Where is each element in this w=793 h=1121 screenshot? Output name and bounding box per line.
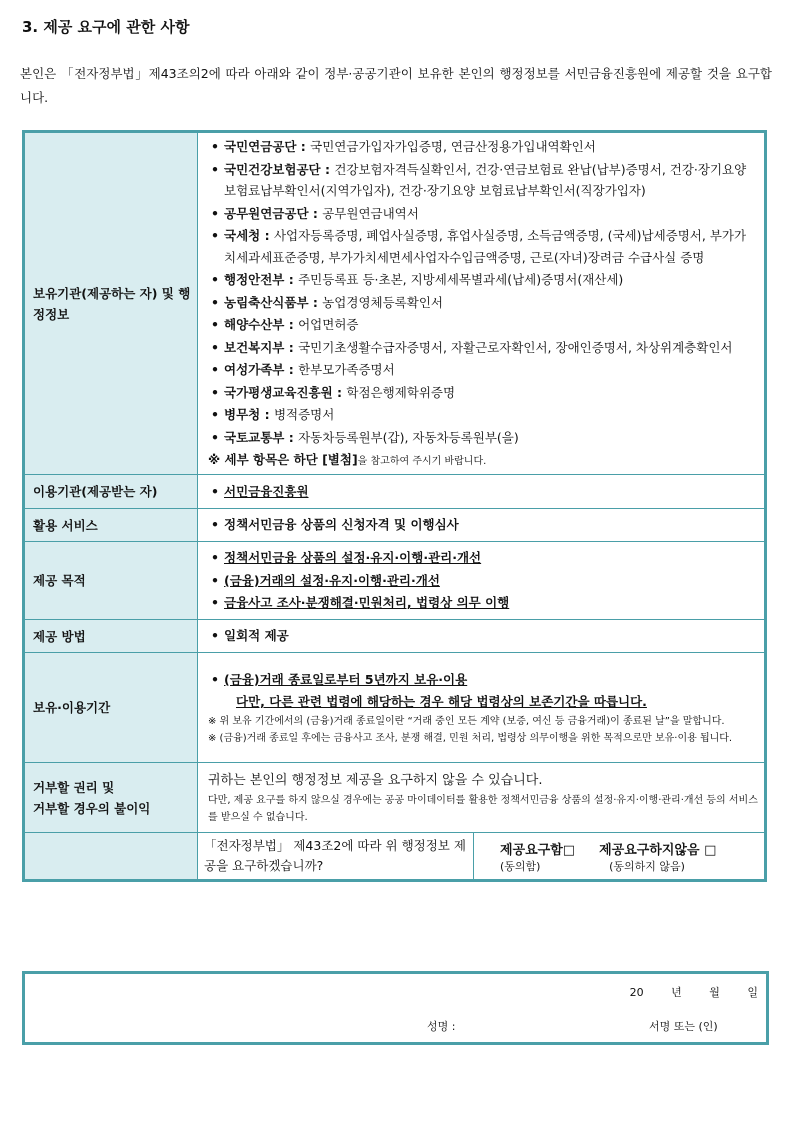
holder-docs: 국민기초생활수급자증명서, 자활근로자확인서, 장애인증명서, 차상위계층확인서 — [298, 339, 733, 355]
service-label: 활용 서비스 — [24, 509, 198, 542]
user-row — [24, 475, 766, 509]
holder-org: 행정안전부 — [224, 272, 285, 287]
holder-value — [198, 132, 766, 475]
date-month-unit: 월 — [709, 986, 720, 999]
consent-question: 「전자정부법」 제43조2에 따라 위 행정정보 제공을 요구하겠습니까? — [198, 833, 474, 879]
holder-org: 국가평생교육진흥원 — [224, 384, 333, 400]
signature-date — [606, 984, 758, 1000]
signature-field[interactable]: 서명 또는 (인) — [649, 1020, 718, 1033]
holder-docs: 자동차등록원부(갑), 자동차등록원부(을) — [298, 429, 519, 445]
holder-item: • 국토교통부 : 자동차등록원부(갑), 자동차등록원부(을) — [208, 427, 758, 449]
holder-list — [208, 136, 758, 448]
period-row — [24, 653, 766, 763]
holder-docs: 사업자등록증명, 폐업사실증명, 휴업사실증명, 소득금액증명, (국세)납세증명서, 부가가치세과세표준증명, 부가가치세면세사업자수입금액증명, 근로(자녀)장려금 수급사실 증명 — [224, 228, 747, 265]
date-year-unit: 년 — [671, 986, 682, 999]
period-main: • (금융)거래 종료일로부터 5년까지 보유·이용 — [208, 669, 758, 691]
holder-docs: 병적증명서 — [273, 407, 335, 422]
purpose-cell — [198, 542, 766, 620]
refusal-main: 귀하는 본인의 행정정보 제공을 요구하지 않을 수 있습니다. — [208, 772, 543, 788]
consent-yes-label[interactable]: 제공요구함□ — [500, 842, 576, 858]
name-field[interactable]: 성명 : — [427, 1020, 456, 1033]
method-value: • 일회적 제공 — [208, 625, 758, 647]
section-title: 3. 제공 요구에 관한 사항 — [22, 18, 190, 36]
holder-org: 병무청 — [224, 407, 261, 422]
consent-no-sub: (동의하지 않음) — [609, 859, 685, 873]
period-note2: ※ (금융)거래 종료일 후에는 금융사고 조사, 분쟁 해결, 민원 처리, 법령상 의무이행을 위한 목적으로만 보유·이용 됩니다. — [208, 733, 733, 745]
refusal-label-2: 거부할 경우의 불이익 — [33, 800, 151, 816]
holder-org: 국세청 — [224, 228, 261, 243]
method-row — [24, 620, 766, 653]
purpose-item: • 정책서민금융 상품의 설정·유지·이행·관리·개선 — [208, 547, 758, 569]
refusal-row — [24, 763, 766, 833]
consent-table — [22, 130, 767, 882]
service-row — [24, 509, 766, 542]
period-cell — [198, 653, 766, 763]
consent-row — [24, 833, 766, 881]
holder-note — [208, 450, 758, 472]
service-cell — [198, 509, 766, 542]
holder-label: 보유기관(제공하는 자) 및 행정정보 — [24, 132, 198, 475]
note-suffix: 을 참고하여 주시기 바랍니다. — [357, 456, 487, 467]
holder-item: • 병무청 : 병적증명서 — [208, 404, 758, 426]
refusal-label — [24, 763, 198, 833]
period-note1: ※ 위 보유 기간에서의 (금융)거래 종료일이란 “거래 중인 모든 계약 (보증, 여신 등 금융거래)이 종료된 날”을 말합니다. — [208, 716, 725, 728]
method-cell — [198, 620, 766, 653]
user-value — [208, 481, 758, 503]
holder-item: • 국가평생교육진흥원 : 학점은행제학위증명 — [208, 382, 758, 404]
consent-no-label[interactable]: 제공요구하지않음 □ — [599, 842, 717, 858]
holder-docs: 주민등록표 등·초본, 지방세세목별과세(납세)증명서(재산세) — [298, 272, 624, 287]
note-prefix: ※ 세부 항목은 하단 [별첨] — [208, 452, 358, 467]
holder-item: • 여성가족부 : 한부모가족증명서 — [208, 359, 758, 381]
signature-box — [22, 971, 769, 1045]
consent-cell — [198, 833, 766, 881]
holder-org: 해양수산부 — [224, 317, 285, 332]
user-label: 이용기관(제공받는 자) — [24, 475, 198, 509]
consent-yes[interactable] — [500, 839, 575, 874]
date-day-unit: 일 — [747, 986, 758, 999]
purpose-label: 제공 목적 — [24, 542, 198, 620]
holder-org: 보건복지부 — [224, 339, 285, 355]
holder-item: • 행정안전부 : 주민등록표 등·초본, 지방세세목별과세(납세)증명서(재산세) — [208, 269, 758, 291]
holder-row — [24, 132, 766, 475]
purpose-item: • (금융)거래의 설정·유지·이행·관리·개선 — [208, 570, 758, 592]
user-cell — [198, 475, 766, 509]
holder-docs: 농업경영체등록확인서 — [322, 294, 443, 310]
period-label: 보유·이용기간 — [24, 653, 198, 763]
holder-org: 공무원연금공단 — [224, 205, 309, 221]
period-sub: 다만, 다른 관련 법령에 해당하는 경우 해당 법령상의 보존기간을 따릅니다. — [236, 694, 647, 710]
holder-docs: 건강보험자격득실확인서, 건강·연금보험료 완납(납부)증명서, 건강·장기요양 보험료납부확인서(지역가입자), 건강·장기요양 보험료납부확인서(직장가입자) — [224, 161, 747, 198]
user-value-text: 서민금융진흥원 — [224, 483, 309, 499]
consent-no[interactable] — [599, 839, 716, 874]
consent-choices — [474, 833, 765, 879]
holder-docs: 한부모가족증명서 — [298, 362, 395, 377]
holder-item: • 공무원연금공단 : 공무원연금내역서 — [208, 203, 758, 225]
intro-paragraph: 본인은 「전자정부법」제43조의2에 따라 아래와 같이 정부·공공기관이 보유한 본인의 행정정보를 서민금융진흥원에 제공할 것을 요구합니다. — [20, 66, 772, 105]
refusal-label-1: 거부할 권리 및 — [33, 779, 115, 795]
holder-org: 농림축산식품부 — [224, 294, 309, 310]
holder-docs: 학점은행제학위증명 — [346, 384, 456, 400]
holder-docs: 국민연금가입자가입증명, 연금산정용가입내역확인서 — [310, 139, 596, 154]
holder-item: • 국민연금공단 : 국민연금가입자가입증명, 연금산정용가입내역확인서 — [208, 136, 758, 158]
holder-org: 국민연금공단 — [224, 139, 297, 154]
holder-item: • 국세청 : 사업자등록증명, 폐업사실증명, 휴업사실증명, 소득금액증명, (국세)납세증명서, 부가가치세과세표준증명, 부가가치세면세사업자수입금액증명, 근로(자녀)장려금 수급사실 증명 — [208, 225, 758, 268]
holder-org: 국민건강보험공단 — [224, 161, 321, 177]
method-label: 제공 방법 — [24, 620, 198, 653]
holder-docs: 어업면허증 — [298, 317, 359, 332]
purpose-row — [24, 542, 766, 620]
holder-item: • 국민건강보험공단 : 건강보험자격득실확인서, 건강·연금보험료 완납(납부)증명서, 건강·장기요양 보험료납부확인서(지역가입자), 건강·장기요양 보험료납부확인서(직장가입자) — [208, 159, 758, 202]
refusal-sub: 다만, 제공 요구를 하지 않으실 경우에는 공공 마이데이터를 활용한 정책서민금융 상품의 설정·유지·이행·관리·개선 등의 서비스를 받으실 수 없습니다. — [208, 794, 758, 823]
holder-docs: 공무원연금내역서 — [322, 205, 419, 221]
consent-yes-sub: (동의함) — [500, 859, 541, 873]
service-value: • 정책서민금융 상품의 신청자격 및 이행심사 — [208, 514, 758, 536]
holder-item: • 해양수산부 : 어업면허증 — [208, 314, 758, 336]
holder-org: 여성가족부 — [224, 362, 285, 377]
holder-item: • 보건복지부 : 국민기초생활수급자증명서, 자활근로자확인서, 장애인증명서, 차상위계층확인서 — [208, 337, 758, 359]
consent-label-empty — [24, 833, 198, 881]
purpose-item: • 금융사고 조사·분쟁해결·민원처리, 법령상 의무 이행 — [208, 592, 758, 614]
date-year: 20 — [629, 986, 644, 999]
refusal-cell — [198, 763, 766, 833]
holder-item: • 농림축산식품부 : 농업경영체등록확인서 — [208, 292, 758, 314]
holder-org: 국토교통부 — [224, 429, 285, 445]
